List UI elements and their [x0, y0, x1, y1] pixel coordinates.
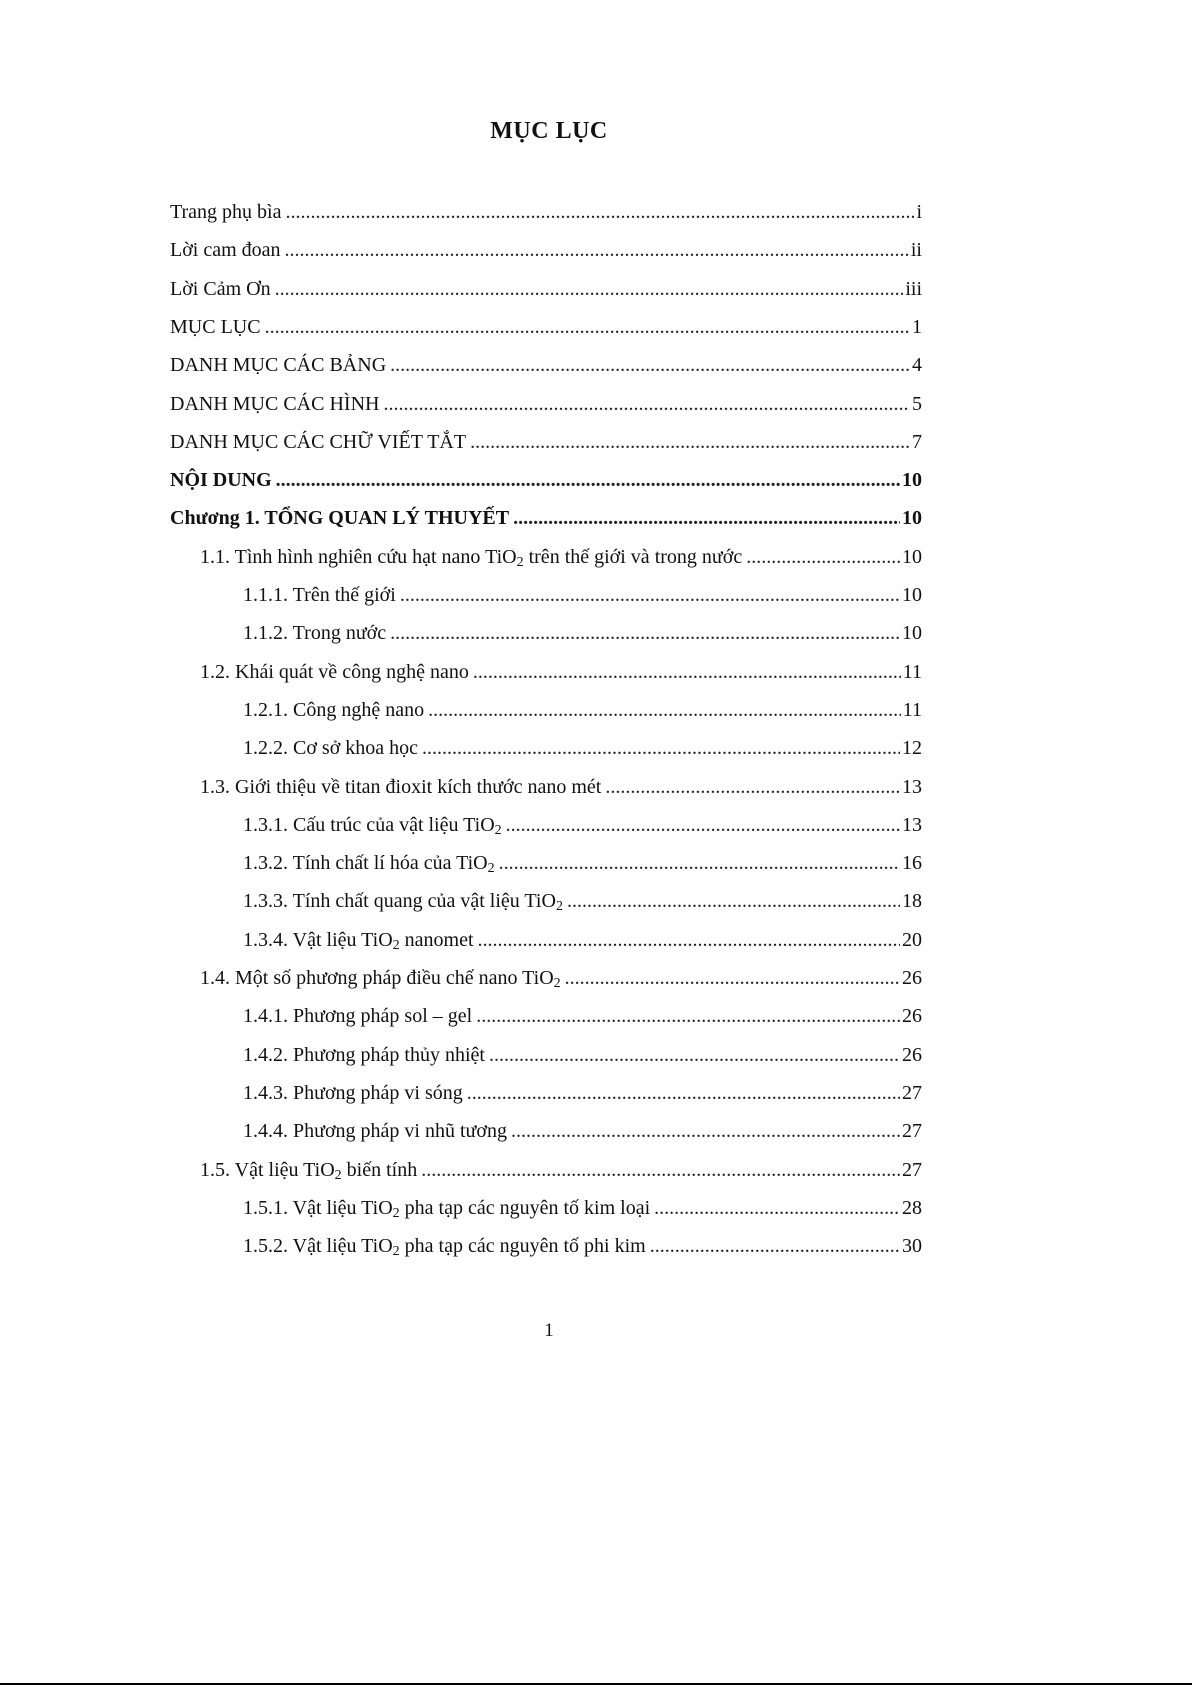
toc-entry[interactable] — [170, 197, 922, 227]
dot-leader — [478, 925, 900, 955]
dot-leader — [285, 197, 914, 227]
toc-entry-label: Lời Cảm Ơn — [170, 277, 271, 300]
toc-entry[interactable] — [170, 427, 922, 457]
dot-leader — [428, 695, 901, 725]
toc-entry-label: DANH MỤC CÁC HÌNH — [170, 392, 380, 415]
dot-leader — [383, 389, 910, 419]
toc-entry-page: 27 — [902, 1158, 922, 1181]
toc-entry[interactable] — [243, 886, 922, 916]
dot-leader — [511, 1116, 900, 1146]
toc-entry[interactable] — [243, 810, 922, 840]
toc-entry-page: 26 — [902, 1043, 922, 1066]
toc-entry[interactable] — [243, 695, 922, 725]
dot-leader — [390, 350, 910, 380]
toc-entry-label: 1.1. Tình hình nghiên cứu hạt nano TiO$_2$ trên thế giới và trong nước — [200, 545, 743, 570]
toc-entry-label: Trang phụ bìa — [170, 201, 282, 223]
toc-entry[interactable] — [170, 389, 922, 419]
toc-entry-page: 13 — [902, 775, 922, 798]
toc-entry[interactable] — [200, 542, 922, 572]
toc-entry[interactable] — [200, 963, 922, 993]
toc-entry-label: 1.2.1. Công nghệ nano — [243, 698, 425, 721]
dot-leader — [506, 810, 900, 840]
toc-entry-page: 26 — [902, 1005, 922, 1028]
toc-entry[interactable] — [243, 1193, 922, 1223]
dot-leader — [422, 733, 900, 763]
toc-entry[interactable] — [243, 1231, 922, 1261]
dot-leader — [565, 963, 900, 993]
dot-leader — [276, 465, 900, 495]
toc-entry[interactable] — [243, 733, 922, 763]
dot-leader — [473, 657, 901, 687]
toc-entry-label: 1.4. Một số phương pháp điều chế nano TiO$_2$ — [200, 967, 561, 991]
dot-leader — [605, 772, 900, 802]
toc-entry-label: 1.2.2. Cơ sở khoa học — [243, 737, 419, 760]
dot-leader — [654, 1193, 900, 1223]
toc-entry-page: 20 — [902, 928, 922, 951]
toc-entry-label: 1.4.2. Phương pháp thủy nhiệt — [243, 1043, 485, 1066]
toc-entry-label: 1.1.1. Trên thế giới — [243, 584, 396, 606]
toc-entry-page: 10 — [902, 469, 922, 492]
page-title: MỤC LỤC — [490, 118, 608, 144]
dot-leader — [476, 1001, 900, 1031]
toc-entry-label: 1.4.4. Phương pháp vi nhũ tương — [243, 1120, 507, 1143]
toc-entry[interactable] — [243, 1040, 922, 1070]
toc-entry-page: 18 — [902, 890, 922, 913]
toc-entry[interactable] — [170, 274, 922, 304]
toc-entry-label: MỤC LỤC — [170, 315, 261, 338]
toc-entry-page: 1 — [912, 315, 922, 338]
toc-entry[interactable] — [243, 1078, 922, 1108]
dot-leader — [467, 1078, 900, 1108]
toc-entry-label: DANH MỤC CÁC BẢNG — [170, 354, 387, 377]
toc-entry-label: 1.5.1. Vật liệu TiO$_2$ pha tạp các nguyên tố kim loại — [243, 1196, 651, 1221]
page-number: 1 — [544, 1320, 554, 1341]
toc-entry-label: 1.3. Giới thiệu về titan đioxit kích thước nano mét — [200, 775, 602, 798]
toc-entry-page: 30 — [902, 1235, 922, 1258]
toc-entry[interactable] — [243, 1116, 922, 1146]
toc-entry-label: 1.5.2. Vật liệu TiO$_2$ pha tạp các nguyên tố phi kim — [243, 1235, 646, 1260]
toc-entry[interactable] — [170, 350, 922, 380]
toc-entry-label: NỘI DUNG — [170, 469, 272, 492]
dot-leader — [470, 427, 910, 457]
toc-entry-page: 10 — [902, 622, 922, 645]
toc-entry-label: 1.2. Khái quát về công nghệ nano — [200, 660, 469, 683]
toc-entry[interactable] — [243, 618, 922, 648]
toc-entry-label: 1.3.3. Tính chất quang của vật liệu TiO$_2$ — [243, 890, 563, 915]
dot-leader — [421, 1155, 900, 1185]
toc-entry[interactable] — [170, 235, 922, 265]
toc-entry-page: iii — [905, 277, 922, 300]
toc-entry-page: 27 — [902, 1081, 922, 1104]
toc-entry-label: 1.3.2. Tính chất lí hóa của TiO$_2$ — [243, 852, 495, 877]
dot-leader — [650, 1231, 900, 1261]
toc-entry[interactable] — [170, 312, 922, 342]
toc-entry[interactable] — [243, 925, 922, 955]
toc-entry[interactable] — [243, 580, 922, 610]
toc-entry-page: 4 — [912, 354, 922, 377]
dot-leader — [499, 848, 900, 878]
dot-leader — [567, 886, 900, 916]
toc-entry-page: 12 — [902, 737, 922, 760]
dot-leader — [285, 235, 909, 265]
toc-entry-label: 1.3.4. Vật liệu TiO$_2$ nanomet — [243, 928, 474, 953]
dot-leader — [513, 503, 900, 533]
toc-entry-page: 27 — [902, 1120, 922, 1143]
dot-leader — [489, 1040, 900, 1070]
toc-entry[interactable] — [243, 1001, 922, 1031]
toc-entry-page: 26 — [902, 967, 922, 989]
toc-entry[interactable] — [200, 1155, 922, 1185]
dot-leader — [265, 312, 910, 342]
toc-entry-page: 5 — [912, 392, 922, 415]
dot-leader — [746, 542, 900, 572]
toc-entry-page: 10 — [902, 545, 922, 568]
toc-entry-label: DANH MỤC CÁC CHỮ VIẾT TẮT — [170, 430, 467, 453]
dot-leader — [275, 274, 904, 304]
toc-entry-page: 10 — [902, 507, 922, 530]
toc-entry-page: 10 — [902, 584, 922, 606]
toc-entry-label: 1.5. Vật liệu TiO$_2$ biến tính — [200, 1158, 418, 1183]
toc-entry[interactable] — [200, 657, 922, 687]
toc-entry[interactable] — [243, 848, 922, 878]
dot-leader — [390, 618, 900, 648]
toc-entry[interactable] — [170, 465, 922, 495]
toc-entry-page: 13 — [902, 813, 922, 836]
dot-leader — [400, 580, 900, 610]
toc-entry-label: Lời cam đoan — [170, 239, 281, 262]
toc-entry-label: 1.4.3. Phương pháp vi sóng — [243, 1081, 463, 1104]
toc-entry-label: 1.4.1. Phương pháp sol – gel — [243, 1005, 473, 1028]
toc-entry-page: 28 — [902, 1196, 922, 1219]
toc-entry-page: 16 — [902, 852, 922, 875]
toc-entry-page: ii — [910, 239, 922, 262]
toc-entry-label: 1.3.1. Cấu trúc của vật liệu TiO$_2$ — [243, 813, 502, 838]
toc-entry-page: i — [916, 201, 922, 223]
toc-entry-label: Chương 1. TỔNG QUAN LÝ THUYẾT — [170, 507, 510, 530]
toc-entry[interactable] — [170, 503, 922, 533]
toc-entry-label: 1.1.2. Trong nước — [243, 622, 387, 645]
toc-entry-page: 7 — [912, 430, 922, 453]
toc-entry[interactable] — [200, 772, 922, 802]
toc-entry-page: 11 — [902, 698, 922, 721]
toc-entry-page: 11 — [902, 660, 922, 683]
